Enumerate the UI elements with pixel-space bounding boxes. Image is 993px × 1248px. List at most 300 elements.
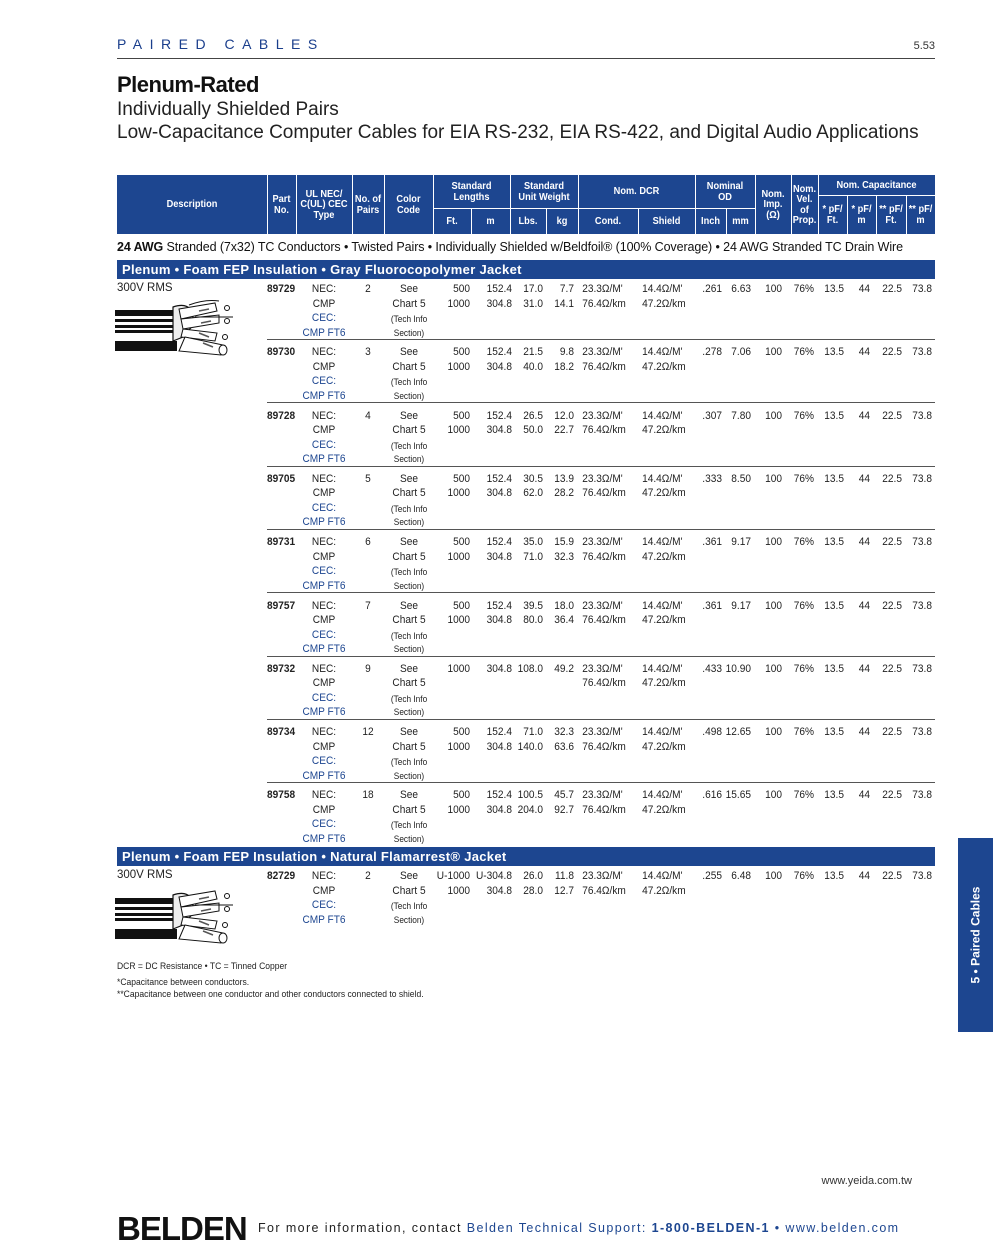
value-c3: 22.5 [882,283,902,295]
value-ft: 500 [453,599,470,612]
value-m: 304.8 [486,297,512,310]
col-mm: mm [732,214,749,227]
value-ft: 500 [453,789,470,802]
value-vel: 76% [793,409,814,422]
value-c1: 13.5 [824,789,844,802]
value-shield: 14.4Ω/M' [642,536,683,549]
pair-count: 5 [365,472,371,485]
color-code-section: Section) [393,580,425,591]
value-ft: 1000 [447,884,470,897]
value-c3: 22.5 [882,536,902,549]
col-cond: Cond. [594,214,622,227]
part-number: 89734 [267,726,296,739]
value-kg: 63.6 [554,740,574,753]
row-divider [267,592,935,593]
side-tab-label: 5 • Paired Cables [968,886,983,984]
ul-type-cec: CEC: [311,312,337,324]
value-vel: 76% [793,870,814,882]
page-title: Plenum-Rated [117,72,259,97]
col-shield: Shield [652,214,681,227]
value-shield: 47.2Ω/km [642,487,686,500]
value-mm: 10.90 [725,662,751,675]
value-c2: 44 [858,662,870,675]
value-shield: 14.4Ω/M' [642,346,683,359]
value-m: 304.8 [486,662,512,675]
value-lbs: 100.5 [517,789,543,802]
col-color-code: Color Code [396,193,421,216]
value-cond: 23.3Ω/M' [582,599,623,612]
value-lbs: 71.0 [523,726,543,739]
value-c2: 44 [858,870,870,882]
value-kg: 32.3 [554,550,574,563]
col-m: m [486,214,495,227]
value-c1: 13.5 [824,283,844,295]
color-code-chart: Chart 5 [392,803,426,816]
value-c3: 22.5 [882,662,902,675]
value-cond: 76.4Ω/km [582,487,626,500]
value-c4: 73.8 [912,662,932,675]
footnote-abbrev: DCR = DC Resistance • TC = Tinned Copper [117,961,288,972]
ul-type-cmpft6: CMP FT6 [302,769,346,782]
part-number: 89731 [267,536,296,549]
value-c2: 44 [858,536,870,549]
value-c2: 44 [858,726,870,739]
color-code-see: See [399,789,418,802]
ul-type-nec: NEC: [311,346,337,359]
col-inch: Inch [700,214,721,227]
value-shield: 14.4Ω/M' [642,599,683,612]
value-lbs: 35.0 [523,536,543,549]
section-title: PAIRED CABLES [117,36,325,52]
value-kg: 18.2 [554,360,574,373]
value-c2: 44 [858,409,870,422]
col-nom-cap: Nom. Capacitance [836,178,917,191]
value-c4: 73.8 [912,472,932,485]
value-c3: 22.5 [882,726,902,739]
value-imp: 100 [765,599,782,612]
ul-type-cmpft6: CMP FT6 [302,643,346,655]
value-ft: 1000 [447,740,470,753]
col-lbs: Lbs. [518,214,538,227]
ul-type-cmp: CMP [312,614,336,626]
value-kg: 92.7 [554,803,574,816]
page-subtitle: Individually Shielded Pairs [117,99,339,120]
value-vel: 76% [793,662,814,675]
value-vel: 76% [793,789,814,802]
ul-type-nec: NEC: [311,409,337,422]
color-code-see: See [399,283,418,295]
value-kg: 14.1 [554,297,574,310]
color-code-chart: Chart 5 [392,297,426,310]
value-mm: 12.65 [725,726,751,739]
pair-count: 2 [365,870,371,882]
color-code-see: See [399,662,418,675]
value-shield: 47.2Ω/km [642,803,686,816]
value-kg: 12.0 [554,409,574,422]
table-header [117,175,935,234]
value-kg: 28.2 [554,487,574,500]
value-cond: 76.4Ω/km [582,803,626,816]
value-vel: 76% [793,346,814,359]
value-shield: 47.2Ω/km [642,360,686,373]
part-number: 89705 [267,472,296,485]
value-imp: 100 [765,726,782,739]
value-lbs: 50.0 [523,424,543,437]
value-kg: 18.0 [554,599,574,612]
value-mm: 9.17 [731,599,751,612]
ul-type-cec: CEC: [311,375,337,388]
value-kg: 22.7 [554,424,574,437]
value-c2: 44 [858,283,870,295]
value-m: 152.4 [486,536,512,549]
value-mm: 6.63 [731,283,751,295]
value-kg: 32.3 [554,726,574,739]
ul-type-cec: CEC: [311,628,337,641]
value-shield: 47.2Ω/km [642,884,686,897]
value-m: 152.4 [486,346,512,359]
value-inch: .616 [702,789,722,802]
value-m: U-304.8 [475,870,512,882]
color-code-chart: Chart 5 [392,677,426,690]
value-lbs: 80.0 [523,614,543,626]
value-shield: 14.4Ω/M' [642,283,683,295]
value-cond: 23.3Ω/M' [582,536,623,549]
value-shield: 47.2Ω/km [642,740,686,753]
conductor-spec [117,240,935,254]
col-ul-type: UL NEC/ C(UL) CEC Type [300,187,348,221]
value-c4: 73.8 [912,599,932,612]
value-shield: 47.2Ω/km [642,297,686,310]
ul-type-cmp: CMP [312,550,336,563]
value-c3: 22.5 [882,599,902,612]
part-number: 82729 [267,870,296,882]
value-c3: 22.5 [882,789,902,802]
group-band-2: Plenum • Foam FEP Insulation • Natural Flamarrest® Jacket [117,847,935,866]
value-shield: 47.2Ω/km [642,424,686,437]
ul-type-cmpft6: CMP FT6 [302,579,346,592]
value-cond: 76.4Ω/km [582,550,626,563]
value-m: 304.8 [486,424,512,437]
color-code-section: Section) [393,833,425,844]
ul-type-cmpft6: CMP FT6 [302,706,346,719]
value-ft: 1000 [447,424,470,437]
value-ft: U-1000 [436,870,470,882]
value-imp: 100 [765,472,782,485]
value-c3: 22.5 [882,472,902,485]
value-lbs: 204.0 [517,803,543,816]
value-c1: 13.5 [824,409,844,422]
value-lbs: 26.5 [523,409,543,422]
value-cond: 23.3Ω/M' [582,870,623,882]
ul-type-cmp: CMP [312,360,336,373]
color-code-see: See [399,536,418,549]
value-lbs: 26.0 [523,870,543,882]
value-ft: 500 [453,346,470,359]
col-nom-imp: Nom. Imp. (Ω) [761,187,785,221]
color-code-chart: Chart 5 [392,360,426,373]
value-mm: 7.80 [731,409,751,422]
ul-type-cec: CEC: [311,565,337,578]
ul-type-cec: CEC: [311,438,337,451]
value-c1: 13.5 [824,662,844,675]
page-number: 5.53 [913,40,935,52]
value-c3: 22.5 [882,870,902,882]
value-c1: 13.5 [824,346,844,359]
color-code-section: Section) [393,644,425,654]
pair-count: 6 [365,536,371,549]
value-m: 152.4 [486,283,512,295]
color-code-section: Section) [393,390,425,401]
value-imp: 100 [765,283,782,295]
value-c4: 73.8 [912,870,932,882]
value-imp: 100 [765,409,782,422]
page-subtitle-2: Low-Capacitance Computer Cables for EIA RS-232, EIA RS-422, and Digital Audio Applications [117,122,919,143]
value-lbs: 40.0 [523,360,543,373]
value-cond: 76.4Ω/km [582,424,626,437]
color-code-chart: Chart 5 [392,487,426,500]
value-mm: 8.50 [731,472,751,485]
col-ft: Ft. [446,214,458,227]
value-ft: 500 [453,409,470,422]
side-tab-label-wrap [958,838,993,1032]
color-code-chart: Chart 5 [392,740,426,753]
ul-type-cmp: CMP [312,803,336,816]
pair-count: 3 [365,346,371,359]
pair-count: 2 [365,283,371,295]
value-ft: 1000 [447,360,470,373]
value-c3: 22.5 [882,346,902,359]
contact-sep: • [769,1221,786,1235]
value-c1: 13.5 [824,599,844,612]
value-kg: 36.4 [554,614,574,626]
ul-type-cmp: CMP [312,424,336,437]
value-lbs: 62.0 [523,487,543,500]
value-lbs: 30.5 [523,472,543,485]
value-ft: 500 [453,472,470,485]
value-m: 152.4 [486,472,512,485]
color-code-section: Section) [393,914,425,925]
awg-rest: Stranded (7x32) TC Conductors • Twisted Pairs • Individually Shielded w/Beldfoil® (100% Coverage) • 24 AWG Stranded TC Drain Wire [163,240,903,254]
ul-type-cec: CEC: [311,691,337,704]
value-vel: 76% [793,536,814,549]
value-m: 304.8 [486,884,512,897]
value-shield: 14.4Ω/M' [642,870,683,882]
col-nom-vel: Nom. Vel. of Prop. [792,182,817,226]
ul-type-cmp: CMP [312,884,336,897]
value-m: 304.8 [486,803,512,816]
ul-type-cmp: CMP [312,487,336,500]
color-code-see: See [399,599,418,612]
color-code-tech: (Tech Info [390,630,428,641]
col-part-no: Part No. [272,193,291,216]
row-divider [267,719,935,720]
value-lbs: 21.5 [523,346,543,359]
ul-type-cmpft6: CMP FT6 [302,913,346,926]
color-code-chart: Chart 5 [392,550,426,563]
value-cond: 23.3Ω/M' [582,283,623,295]
value-ft: 1000 [447,662,470,675]
col-kg: kg [556,214,568,227]
color-code-see: See [399,346,418,359]
value-cond: 76.4Ω/km [582,740,626,753]
value-cond: 23.3Ω/M' [582,472,623,485]
value-shield: 47.2Ω/km [642,677,686,690]
value-c4: 73.8 [912,789,932,802]
ul-type-cec: CEC: [311,501,337,514]
value-inch: .307 [702,409,722,422]
value-inch: .498 [702,726,722,739]
value-kg: 12.7 [554,884,574,897]
value-c3: 22.5 [882,409,902,422]
value-ft: 1000 [447,550,470,563]
pair-count: 9 [365,662,371,675]
value-cond: 76.4Ω/km [582,884,626,897]
ul-type-nec: NEC: [311,726,337,739]
value-cond: 76.4Ω/km [582,614,626,626]
value-lbs: 140.0 [517,740,543,753]
cable-illustration-2 [115,885,237,947]
ul-type-cmp: CMP [312,740,336,753]
value-m: 152.4 [486,409,512,422]
part-number: 89732 [267,662,296,675]
value-shield: 47.2Ω/km [642,614,686,626]
col-cap-1: * pF/ Ft. [822,203,843,226]
color-code-see: See [399,726,418,739]
color-code-section: Section) [393,454,425,465]
color-code-tech: (Tech Info [390,377,428,388]
footnote-2: **Capacitance between one conductor and other conductors connected to shield. [117,989,424,1000]
value-mm: 15.65 [725,789,751,802]
ul-type-cec: CEC: [311,755,337,768]
value-c4: 73.8 [912,283,932,295]
cable-illustration [115,297,237,359]
color-code-see: See [399,409,418,422]
row-divider [267,656,935,657]
value-lbs: 17.0 [523,283,543,295]
value-inch: .361 [702,599,722,612]
row-divider [267,782,935,783]
ul-type-cmp: CMP [312,297,336,310]
color-code-chart: Chart 5 [392,884,426,897]
value-ft: 1000 [447,487,470,500]
ul-type-cmp: CMP [312,677,336,690]
value-shield: 14.4Ω/M' [642,726,683,739]
value-kg: 15.9 [554,536,574,549]
value-imp: 100 [765,789,782,802]
ul-type-cmpft6: CMP FT6 [302,516,346,529]
value-c2: 44 [858,789,870,802]
color-code-section: Section) [393,517,425,528]
value-lbs: 71.0 [523,550,543,563]
row-divider [267,402,935,403]
part-number: 89758 [267,789,296,802]
top-rule [117,58,935,59]
value-cond: 23.3Ω/M' [582,789,623,802]
ul-type-cmpft6: CMP FT6 [302,389,346,402]
color-code-see: See [399,472,418,485]
value-m: 152.4 [486,789,512,802]
value-mm: 9.17 [731,536,751,549]
value-inch: .333 [702,472,722,485]
value-c4: 73.8 [912,409,932,422]
value-inch: .361 [702,536,722,549]
value-cond: 23.3Ω/M' [582,409,623,422]
value-kg: 7.7 [559,283,574,295]
value-m: 152.4 [486,599,512,612]
row-divider [267,529,935,530]
value-inch: .261 [702,283,722,295]
value-m: 304.8 [486,487,512,500]
pair-count: 18 [362,789,374,802]
value-inch: .255 [702,870,722,882]
awg-bold: 24 AWG [117,240,164,254]
value-lbs: 31.0 [523,297,543,310]
color-code-see: See [399,870,418,882]
col-cap-4: ** pF/ m [908,203,933,226]
color-code-tech: (Tech Info [390,440,428,451]
col-cap-2: * pF/ m [851,203,872,226]
value-c4: 73.8 [912,726,932,739]
value-kg: 9.8 [559,346,574,359]
value-ft: 500 [453,536,470,549]
value-c4: 73.8 [912,536,932,549]
value-vel: 76% [793,599,814,612]
contact-lead: For more information, contact [258,1221,467,1235]
color-code-chart: Chart 5 [392,614,426,626]
color-code-chart: Chart 5 [392,424,426,437]
voltage-rating: 300V RMS [117,282,173,294]
ul-type-cec: CEC: [311,818,337,831]
color-code-tech: (Tech Info [390,503,428,514]
belden-logo: BELDEN [117,1210,247,1247]
value-c2: 44 [858,599,870,612]
value-imp: 100 [765,662,782,675]
color-code-tech: (Tech Info [390,820,428,831]
value-m: 304.8 [486,614,512,626]
color-code-tech: (Tech Info [390,901,428,911]
value-mm: 6.48 [731,870,751,882]
ul-type-nec: NEC: [311,283,337,295]
col-description: Description [166,198,218,211]
contact-line [258,1221,900,1235]
pair-count: 4 [365,409,371,422]
value-shield: 14.4Ω/M' [642,662,683,675]
value-imp: 100 [765,346,782,359]
value-vel: 76% [793,726,814,739]
voltage-rating-2: 300V RMS [117,869,173,881]
value-cond: 23.3Ω/M' [582,726,623,739]
value-m: 304.8 [486,740,512,753]
contact-website: www.belden.com [785,1221,900,1235]
ul-type-nec: NEC: [311,536,337,549]
value-m: 152.4 [486,726,512,739]
ul-type-cec: CEC: [311,899,337,911]
color-code-tech: (Tech Info [390,567,428,578]
value-shield: 14.4Ω/M' [642,789,683,802]
group-band-1: Plenum • Foam FEP Insulation • Gray Fluorocopolymer Jacket [117,260,935,279]
ul-type-nec: NEC: [311,472,337,485]
value-c1: 13.5 [824,536,844,549]
value-c2: 44 [858,346,870,359]
col-std-weight: Standard Unit Weight [518,180,570,203]
ul-type-nec: NEC: [311,599,337,612]
row-divider [267,339,935,340]
color-code-section: Section) [393,327,425,338]
footnote-1: *Capacitance between conductors. [117,977,250,988]
source-website: www.yeida.com.tw [821,1175,912,1187]
col-nom-od: Nominal OD [706,180,744,203]
value-c1: 13.5 [824,870,844,882]
